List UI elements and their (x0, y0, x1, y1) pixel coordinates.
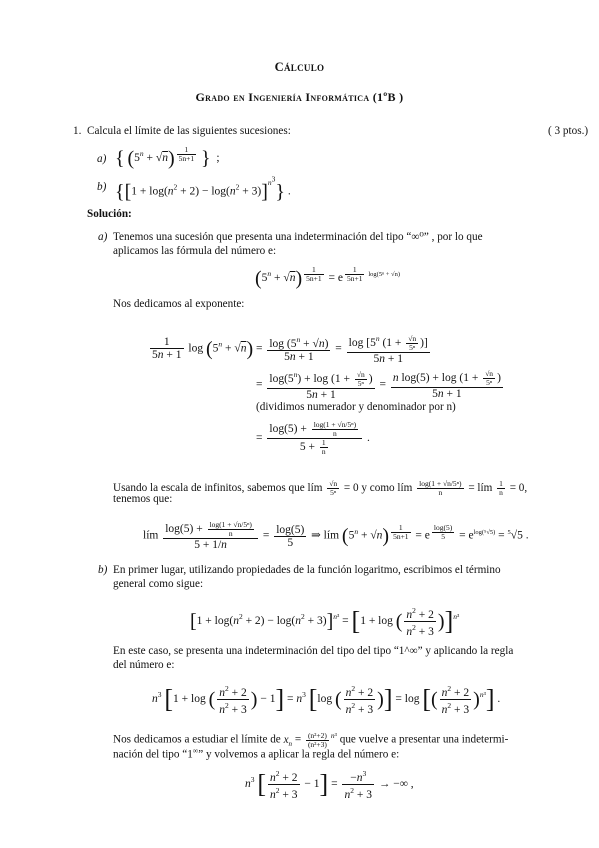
solution-b-paragraph: En primer lugar, utilizando propiedades de la función logaritmo, escribimos el término (113, 564, 501, 576)
solution-a-note: (dividimos numerador y denominador por n) (256, 401, 456, 413)
part-a-label: a) (97, 153, 107, 165)
problem-number: 1. (73, 125, 82, 137)
solution-b-paragraph: nación del tipo “1∞” y volvemos a aplicar la regla del número e: (113, 746, 400, 761)
solution-b-equation-3: $n^3$ [ $\frac{n^2 + 2}{n^2 + 3}$ − 1] = $\frac{-n^3}{n^2 + 3}$ → −∞ , (245, 769, 414, 801)
part-a-expression: { $(5^n + √n)$ $^{\frac{1}{5n+1}}$ } ; (115, 145, 220, 170)
page-subtitle: Grado en Ingeniería Informática (1ºB ) (195, 90, 404, 104)
solution-a-equation-2-line-1: $\frac{1}{5n + 1}$ $\log (5^n + √n)$ = $\frac{\log (5^n + √n)}{5n + 1}$ = log [5$^n$ (1 + $\frac{√n}{\text{5ⁿ}}$ )] 5n + 1 (152, 333, 428, 365)
solution-a-paragraph: Usando la escala de infinitos, sabemos que lím $\frac{√n}{\text{5ⁿ}}$ = 0 y como lím $\frac{\text{log(1 + √n/5ⁿ)}}{n}$ = lím $\frac{1}{n}$ = 0, (113, 479, 528, 497)
solution-a-paragraph: tenemos que: (113, 493, 173, 505)
solution-heading: Solución: (87, 208, 132, 220)
solution-a-paragraph: aplicamos las fórmula del número e: (113, 245, 277, 257)
solution-b-paragraph: Nos dedicamos a estudiar el límite de $x_n$ = $\frac{\text{(n²+2)}}{\text{(n²+3)}}$ $^{n^3}$ que vuelve a presentar una indetermi- (113, 730, 509, 749)
solution-b-paragraph: En este caso, se presenta una indeterminación del tipo del tipo “1^∞” y aplicando la regla (113, 645, 514, 657)
solution-a-paragraph: Tenemos una sucesión que presenta una indeterminación del tipo “∞⁰” , por lo que (113, 231, 483, 243)
page-title: Cálculo (274, 60, 325, 74)
solution-b-paragraph: del número e: (113, 659, 175, 671)
solution-b-equation-2: $n^3$ [1 + log ( $\frac{n^2 + 2}{n^2 + 3}$ ) − $1] = n^3$ [log ( $\frac{n^2 + 2}{n^2 + 3}$ )] = log [( $\frac{n^2 + 2}{n^2 + 3}$ )$^{n^3}$] . (152, 684, 501, 716)
problem-statement: Calcula el límite de las siguientes sucesiones: (87, 125, 291, 137)
solution-a-equation-3: lím log(5) + $\frac{\text{log(1 + √n/5ⁿ)}}{n}$ 5 + 1/n = $\frac{\log(5)}{5}$ ⇒ lím $(5^n + √n)$ $^{\frac{1}{5n+1}}$ = e $^{\frac{\log(5)}{5}}$ = $e^{log(^5√5)} = ^5√5$ . (143, 520, 529, 551)
part-b-label: b) (97, 181, 107, 193)
solution-a-equation-2-line-3: = log(5) + $\frac{\text{log(1 + √n/5ⁿ)}}{n}$ 5 + $\frac{1}{n}$ . (256, 420, 370, 456)
solution-b-label: b) (98, 564, 108, 576)
solution-a-paragraph: Nos dedicamos al exponente: (113, 298, 245, 310)
problem-points: ( 3 ptos.) (548, 125, 589, 137)
solution-b-paragraph: general como sigue: (113, 578, 204, 590)
solution-a-equation-1: $(5^n + √n)$ $^{\frac{1}{5n+1}}$ = e $^{\frac{1}{5n+1} log(5^n + √n)}$ (255, 265, 401, 290)
solution-a-equation-2-line-2: = $\log(5^n) + \log (1$ + $\frac{√n}{\text{5ⁿ}}$ ) 5n + 1 = n log(5) + log (1 + $\frac{√n}{\text{5ⁿ}}$ ) 5n + 1 (256, 368, 501, 401)
solution-a-label: a) (98, 231, 108, 243)
solution-b-equation-1: $[1 + \log(n^2 + 2) - \log(n^2 + 3)]^{n^3} = [1 + \log$ ( $\frac{n^2 + 2}{n^2 + 3}$ )]$^{n^3}$ (190, 606, 460, 638)
part-b-expression: $\{[1 + \log(n^2 + 2) - \log(n^2 + 3)]^{n^3}\}$ . (115, 174, 291, 203)
